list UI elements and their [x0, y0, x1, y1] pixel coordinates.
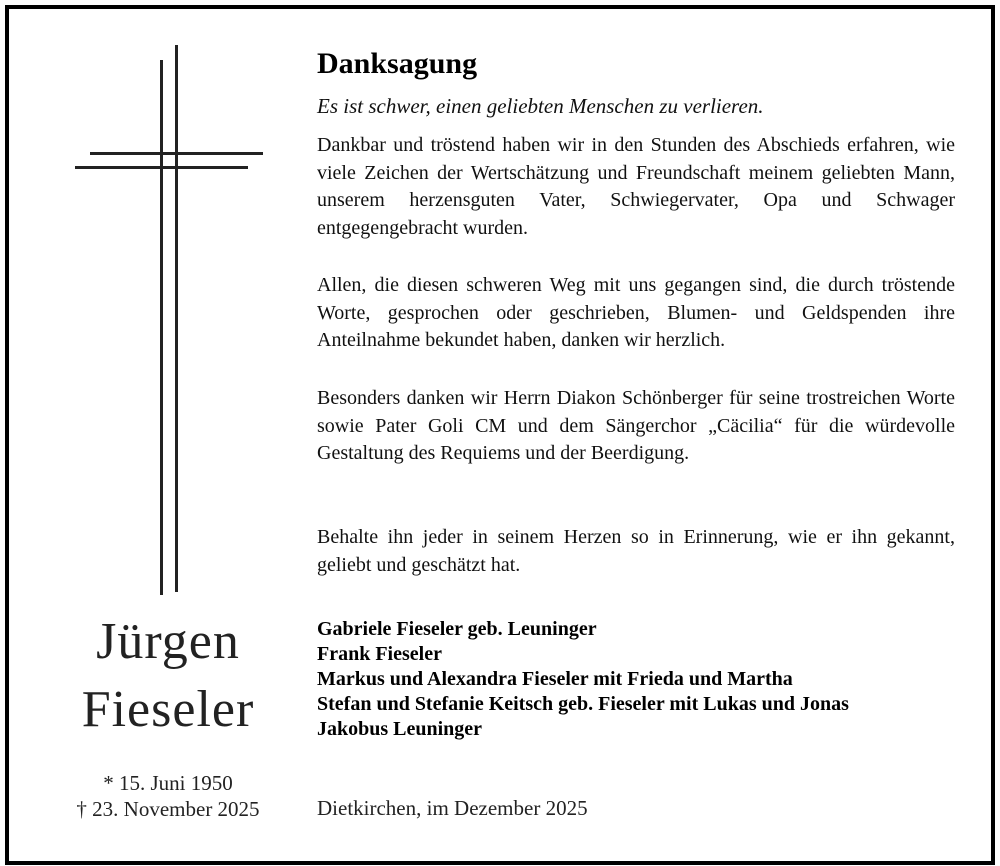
signature-line: Stefan und Stefanie Keitsch geb. Fieseler mit Lukas und Jonas [317, 693, 849, 715]
birth-date: * 15. Juni 1950 [103, 771, 233, 795]
notice-heading: Danksagung [317, 47, 478, 80]
death-date: † 23. November 2025 [76, 797, 260, 821]
thanks-paragraph: Besonders danken wir Herrn Diakon Schönberger für seine trostreichen Worte sowie Pater Goli CM und dem Sängerchor „Cäcilia“ für die würdevolle Gestaltung des Requiems und der Beerdigung. [317, 387, 955, 464]
signature-list [317, 617, 849, 742]
thanks-paragraph: Behalte ihn jeder in seinem Herzen so in Erinnerung, wie er ihn gekannt, geliebt und geschätzt hat. [317, 526, 955, 576]
thanks-paragraph: Dankbar und tröstend haben wir in den Stunden des Abschieds erfahren, wie viele Zeichen der Wertschätzung und Freundschaft meinem geliebten Mann, unserem herzensguten Vater, Schwiegervater, Opa und Schwager entgegengebracht wurden. [317, 134, 955, 239]
notice-subheading: Es ist schwer, einen geliebten Menschen zu verlieren. [317, 94, 764, 118]
thanks-paragraph: Allen, die diesen schweren Weg mit uns gegangen sind, die durch tröstende Worte, gesprochen oder geschrieben, Blumen- und Geldspenden ihre Anteilnahme bekundet haben, danken wir herzlich. [317, 274, 955, 351]
signature-line: Gabriele Fieseler geb. Leuninger [317, 618, 597, 640]
signature-line: Markus und Alexandra Fieseler mit Frieda und Martha [317, 668, 793, 690]
cross-icon [70, 40, 270, 600]
place-and-date: Dietkirchen, im Dezember 2025 [317, 796, 588, 820]
deceased-first-name: Jürgen [96, 613, 240, 670]
signature-line: Jakobus Leuninger [317, 718, 483, 740]
signature-line: Frank Fieseler [317, 643, 442, 665]
deceased-last-name: Fieseler [81, 681, 255, 738]
